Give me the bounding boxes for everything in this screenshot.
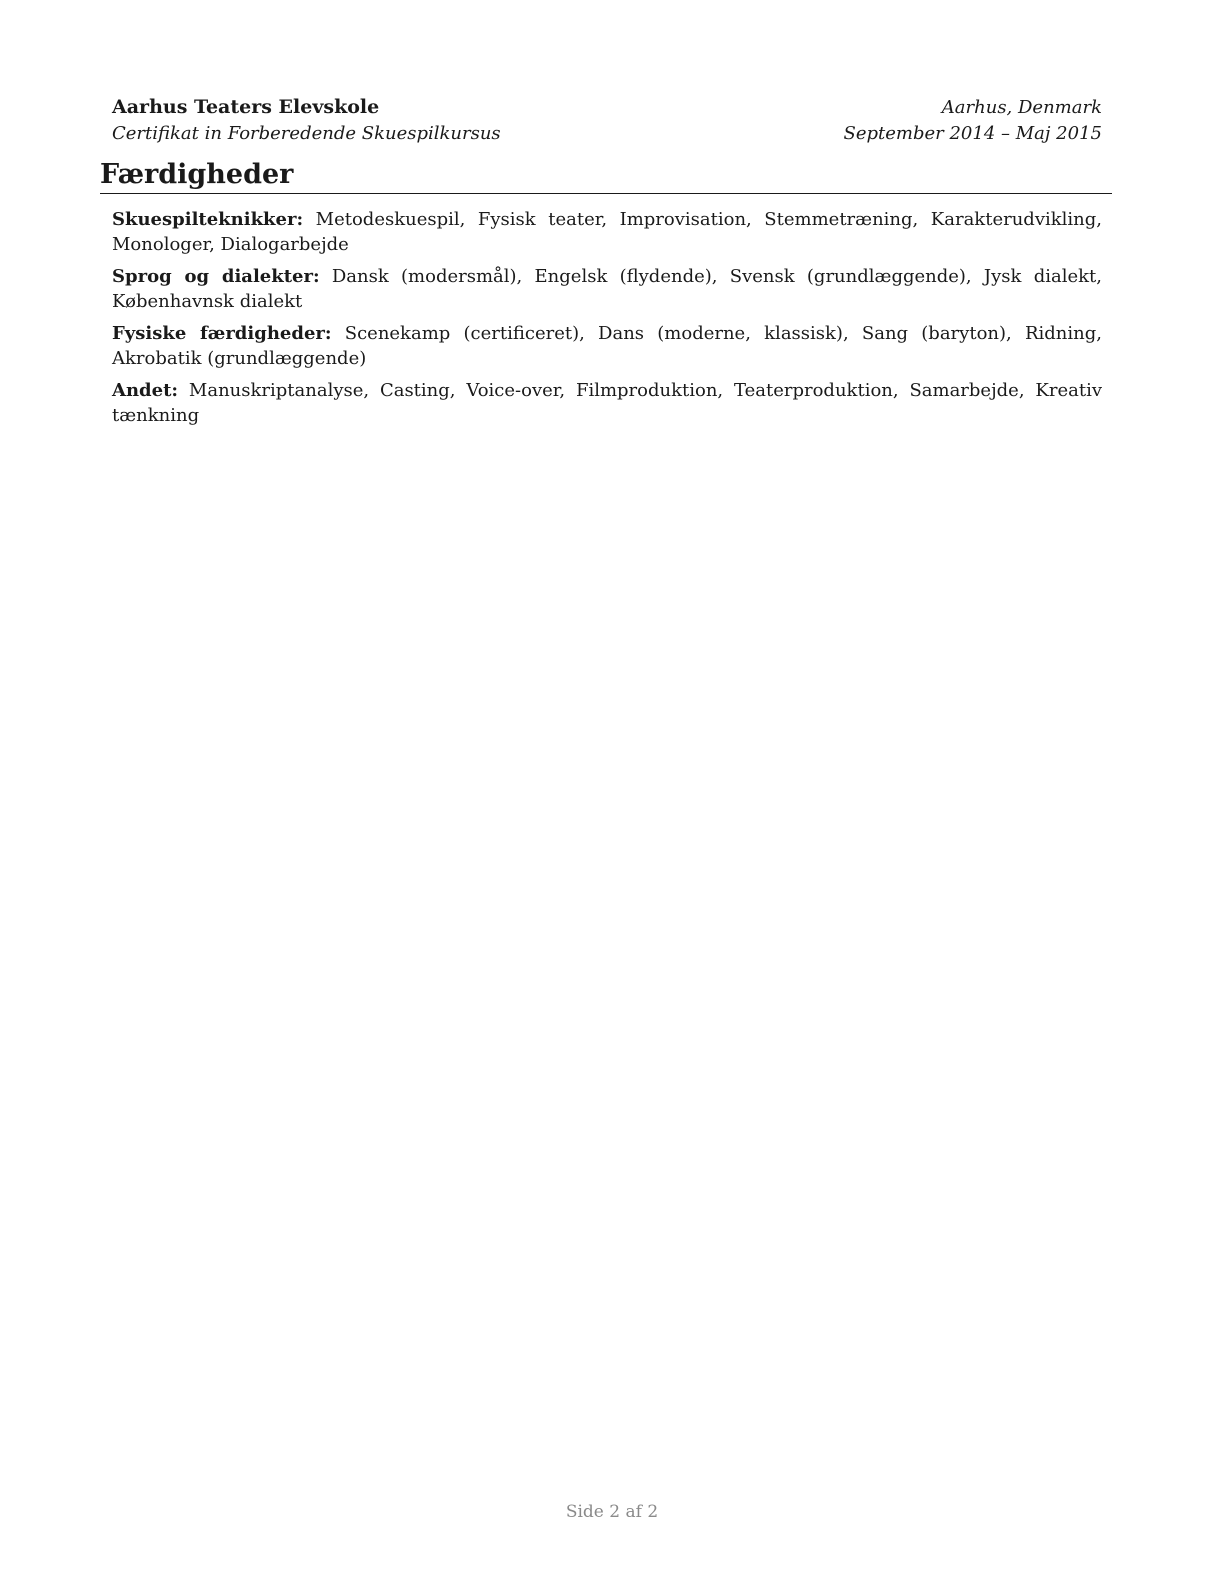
skill-category: Andet: [112,380,179,401]
institution-name: Aarhus Teaters Elevskole [112,96,380,118]
skill-item [112,321,1102,371]
institution-location: Aarhus, Denmark [941,97,1102,118]
skill-item [112,378,1102,428]
skill-item [112,264,1102,314]
skill-text: Metodeskuespil, Fysisk teater, Improvisation, Stemmetræning, Karakterudvikling, Monologer, Dialogarbejde [112,209,1102,255]
skills-list [100,207,1112,428]
skill-category: Sprog og dialekter: [112,266,320,287]
skill-category: Skuespilteknikker: [112,209,304,230]
skill-text: Dansk (modersmål), Engelsk (flydende), Svensk (grundlæggende), Jysk dialekt, Københavnsk dialekt [112,266,1102,312]
education-detail-row [112,121,1102,147]
skills-section [100,158,1112,435]
education-entry [112,94,1102,147]
skill-category: Fysiske færdigheder: [112,323,332,344]
education-header-row [112,94,1102,121]
degree-title: Certifikat in Forberedende Skuespilkursus [112,123,501,144]
section-heading: Færdigheder [100,158,1112,194]
skill-text: Scenekamp (certificeret), Dans (moderne, klassisk), Sang (baryton), Ridning, Akrobatik (grundlæggende) [112,323,1102,369]
page-number: Side 2 af 2 [565,1502,659,1522]
skill-item [112,207,1102,257]
education-dates: September 2014 – Maj 2015 [843,123,1102,144]
skill-text: Manuskriptanalyse, Casting, Voice-over, Filmproduktion, Teaterproduktion, Samarbejde, Kreativ tænkning [112,380,1102,426]
